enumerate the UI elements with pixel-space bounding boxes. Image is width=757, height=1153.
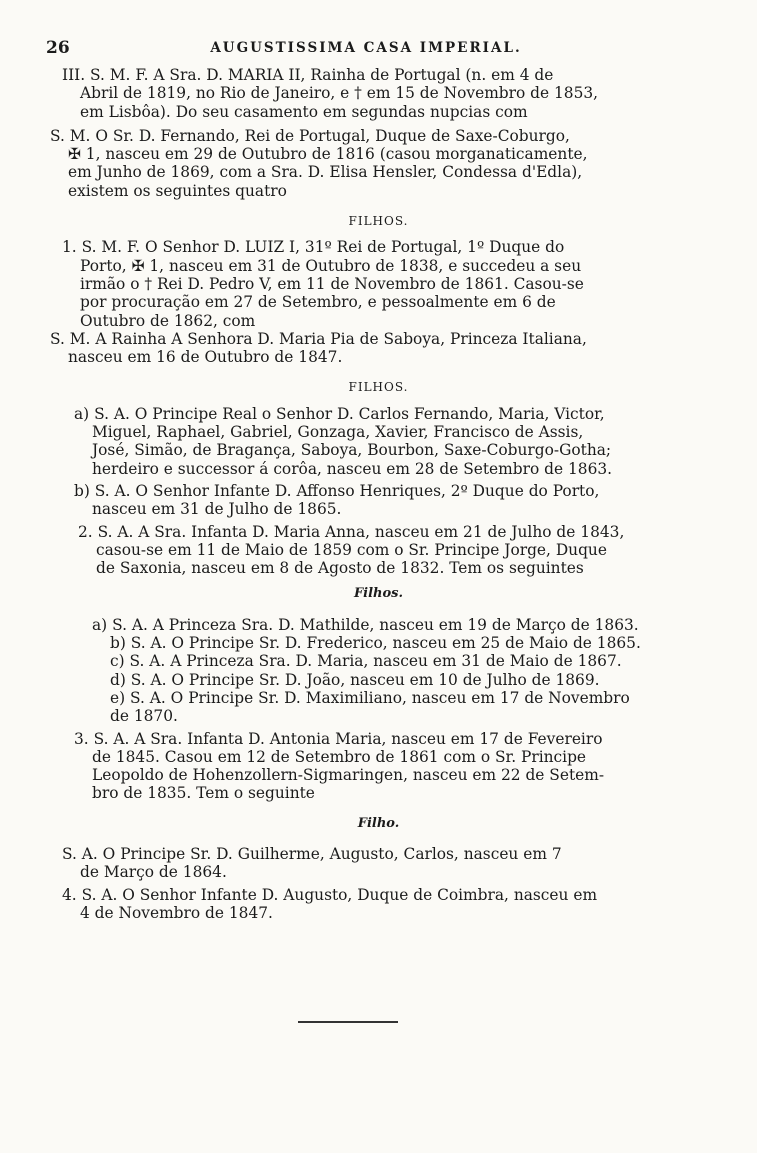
text-line: b) S. A. O Senhor Infante D. Affonso Henriques, 2º Duque do Porto, <box>74 481 600 500</box>
text-line: ✠ 1, nasceu em 29 de Outubro de 1816 (casou morganaticamente, <box>68 145 588 164</box>
section-heading: FILHOS. <box>348 380 409 395</box>
page-header <box>46 38 686 62</box>
text-line: 1. S. M. F. O Senhor D. LUIZ I, 31º Rei de Portugal, 1º Duque do <box>62 238 565 257</box>
text-line: III. S. M. F. A Sra. D. MARIA II, Rainha de Portugal (n. em 4 de <box>62 66 554 84</box>
end-rule <box>298 1021 398 1023</box>
section-heading: Filhos. <box>353 586 404 602</box>
text-line: nasceu em 16 de Outubro de 1847. <box>68 348 343 367</box>
text-line: bro de 1835. Tem o seguinte <box>92 784 315 803</box>
text-line: a) S. A. O Principe Real o Senhor D. Carlos Fernando, Maria, Victor, <box>74 404 605 423</box>
text-line: de Saxonia, nasceu em 8 de Agosto de 1832. Tem os seguintes <box>96 559 584 578</box>
text-line: por procuração em 27 de Setembro, e pessoalmente em 6 de <box>80 293 556 312</box>
text-line: Leopoldo de Hohenzollern-Sigmaringen, nasceu em 22 de Setem- <box>92 766 605 785</box>
entry-guilherme <box>0 845 757 882</box>
text-line: de Março de 1864. <box>80 863 227 882</box>
text-line: de 1870. <box>110 707 178 726</box>
text-line: S. A. O Principe Sr. D. Guilherme, Augusto, Carlos, nasceu em 7 <box>62 844 562 863</box>
text-line: em Lisbôa). Do seu casamento em segundas nupcias com <box>80 102 528 121</box>
text-line: 4. S. A. O Senhor Infante D. Augusto, Duque de Coimbra, nasceu em <box>62 885 598 904</box>
entry-augusto <box>0 886 757 923</box>
text-line: Outubro de 1862, com <box>80 311 256 330</box>
entry-luiz <box>0 238 757 329</box>
text-line: 2. S. A. A Sra. Infanta D. Maria Anna, nasceu em 21 de Julho de 1843, <box>78 522 625 541</box>
text-line: casou-se em 11 de Maio de 1859 com o Sr. Principe Jorge, Duque <box>96 540 607 559</box>
text-line: S. M. O Sr. D. Fernando, Rei de Portugal, Duque de Saxe-Coburgo, <box>50 126 570 145</box>
text-line: Porto, ✠ 1, nasceu em 31 de Outubro de 1838, e succedeu a seu <box>80 256 582 275</box>
entry-maria-pia <box>0 330 757 367</box>
page-number: 26 <box>46 38 70 58</box>
text-line: herdeiro e successor á corôa, nasceu em 28 de Setembro de 1863. <box>92 459 613 478</box>
text-line: c) S. A. A Princeza Sra. D. Maria, nasceu em 31 de Maio de 1867. <box>110 652 622 671</box>
entry-anna <box>0 523 757 578</box>
text-line: b) S. A. O Principe Sr. D. Frederico, nasceu em 25 de Maio de 1865. <box>110 634 641 653</box>
text-line: existem os seguintes quatro <box>68 181 287 200</box>
text-line: Abril de 1819, no Rio de Janeiro, e † em 15 de Novembro de 1853, <box>80 84 599 103</box>
entry-antonia <box>0 730 757 803</box>
entry-mathilde <box>0 616 757 726</box>
text-line: d) S. A. O Principe Sr. D. João, nasceu em 10 de Julho de 1869. <box>110 670 600 689</box>
text-line: nasceu em 31 de Julho de 1865. <box>92 500 342 519</box>
entry-affonso <box>0 482 757 519</box>
text-line: em Junho de 1869, com a Sra. D. Elisa Hensler, Condessa d'Edla), <box>68 163 583 182</box>
text-line: S. M. A Rainha A Senhora D. Maria Pia de Saboya, Princeza Italiana, <box>50 329 587 348</box>
running-title: AUGUSTISSIMA CASA IMPERIAL. <box>210 40 522 56</box>
text-line: Miguel, Raphael, Gabriel, Gonzaga, Xavier, Francisco de Assis, <box>92 423 584 442</box>
entry-iii <box>0 66 757 121</box>
text-line: e) S. A. O Principe Sr. D. Maximiliano, nasceu em 17 de Novembro <box>110 688 630 707</box>
document-body <box>0 66 757 922</box>
text-line: irmão o † Rei D. Pedro V, em 11 de Novembro de 1861. Casou-se <box>80 274 584 293</box>
entry-carlos <box>0 405 757 478</box>
text-line: José, Simão, de Bragança, Saboya, Bourbon, Saxe-Coburgo-Gotha; <box>92 441 612 460</box>
text-line: a) S. A. A Princeza Sra. D. Mathilde, nasceu em 19 de Março de 1863. <box>92 615 639 634</box>
section-heading: Filho. <box>357 815 400 831</box>
text-line: de 1845. Casou em 12 de Setembro de 1861 com o Sr. Principe <box>92 747 587 766</box>
section-heading: FILHOS. <box>348 214 409 229</box>
text-line: 4 de Novembro de 1847. <box>80 903 273 922</box>
text-line: 3. S. A. A Sra. Infanta D. Antonia Maria, nasceu em 17 de Fevereiro <box>74 729 603 748</box>
entry-fernando <box>0 127 757 200</box>
